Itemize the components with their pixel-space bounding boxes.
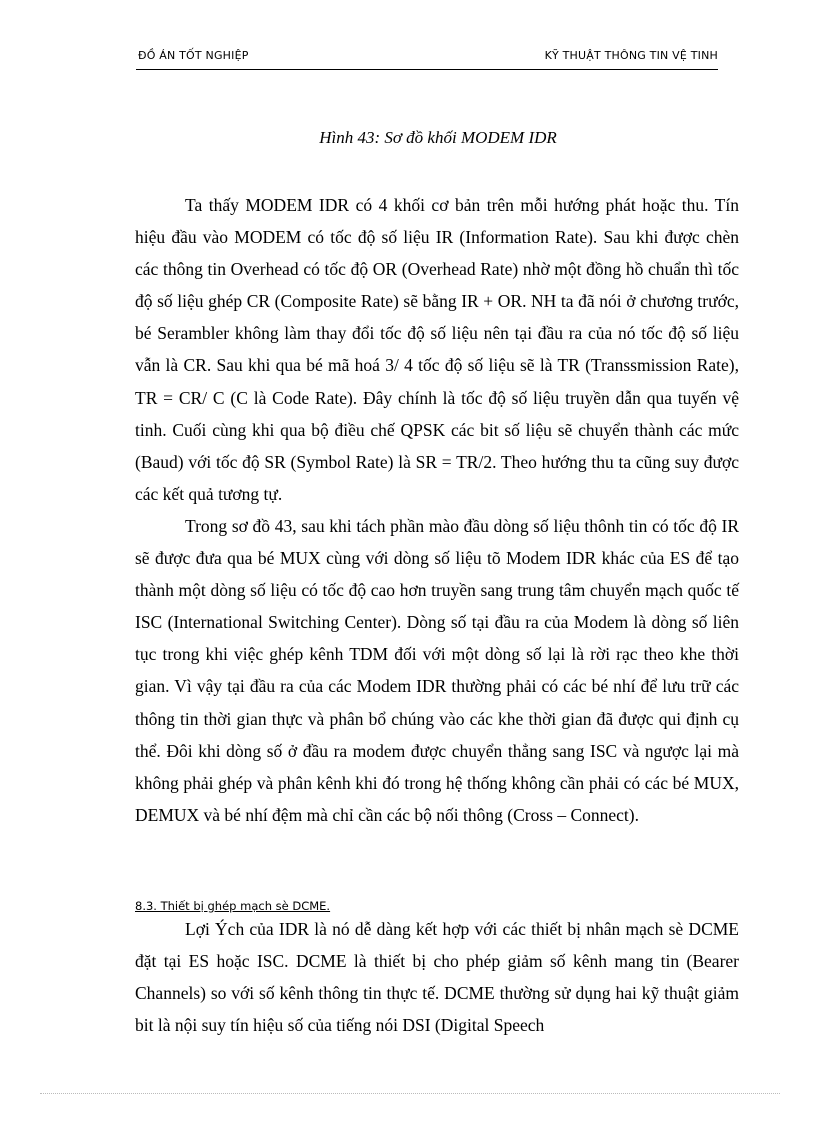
header-left-title: ĐỒ ÁN TỐT NGHIỆP — [138, 49, 249, 62]
paragraph: Trong sơ đồ 43, sau khi tách phần mào đầu dòng số liệu thônh tin có tốc độ IR sẽ được đưa qua bé MUX cùng với dòng số liệu tõ Modem IDR khác của ES để tạo thành một dòng số liệu có tốc độ cao hơn truyền sang trung tâm chuyển mạch quốc tế ISC (International Switching Center). Dòng số tại đầu ra của Modem là dòng số liên tục trong khi việc ghép kênh TDM đối với một dòng số lại là rời rạc theo khe thời gian. Vì vậy tại đầu ra của các Modem IDR thường phải có các bé nhí để lưu trữ các thông tin thời gian thực và phân bổ chúng vào các khe thời gian đã được qui định cụ thể. Đôi khi dòng số ở đầu ra modem được chuyển thẳng sang ISC và ngược lại mà không phải ghép và phân kênh khi đó trong hệ thống không cần phải có các bé MUX, DEMUX và bé nhí đệm mà chỉ cần các bộ nối thông (Cross – Connect). — [135, 515, 739, 825]
paragraph: Ta thấy MODEM IDR có 4 khối cơ bản trên mỗi hướng phát hoặc thu. Tín hiệu đầu vào MODEM có tốc độ số liệu IR (Information Rate). Sau khi được chèn các thông tin Overhead có tốc độ OR (Overhead Rate) nhờ một đồng hồ chuẩn thì tốc độ số liệu ghép CR (Composite Rate) sẽ bằng IR + OR. NH ta đã nói ở chương trước, bé Serambler không làm thay đổi tốc độ số liệu nên tại đầu ra của nó tốc độ số liệu vẫn là CR. Sau khi qua bé mã hoá 3/ 4 tốc độ số liệu sẽ là TR (Transsmission Rate), TR = CR/ C (C là Code Rate). Đây chính là tốc độ số liệu truyền dẫn qua tuyến vệ tinh. Cuối cùng khi qua bộ điều chế QPSK các bit số liệu sẽ chuyển thành các mức (Baud) với tốc độ SR (Symbol Rate) là SR = TR/2. Theo hướng thu ta cũng suy được các kết quả tương tự. — [135, 195, 739, 504]
page-header — [136, 49, 718, 69]
section-heading: 8.3. Thiết bị ghép mạch sè DCME. — [135, 899, 331, 913]
section-body-text — [135, 913, 739, 1041]
header-divider — [136, 69, 718, 70]
paragraph: Lợi Ých của IDR là nó dễ dàng kết hợp với các thiết bị nhân mạch sè DCME đặt tại ES hoặc ISC. DCME là thiết bị cho phép giảm số kênh mang tin (Bearer Channels) so với số kênh thông tin thực tế. DCME thường sử dụng hai kỹ thuật giảm bit là nội suy tín hiệu số của tiếng nói DSI (Digital Speech — [135, 919, 739, 1036]
figure-caption: Hình 43: Sơ đồ khối MODEM IDR — [319, 128, 557, 147]
footer-divider — [40, 1093, 780, 1094]
body-text — [135, 189, 739, 831]
header-right-title: KỸ THUẬT THÔNG TIN VỆ TINH — [544, 49, 718, 62]
